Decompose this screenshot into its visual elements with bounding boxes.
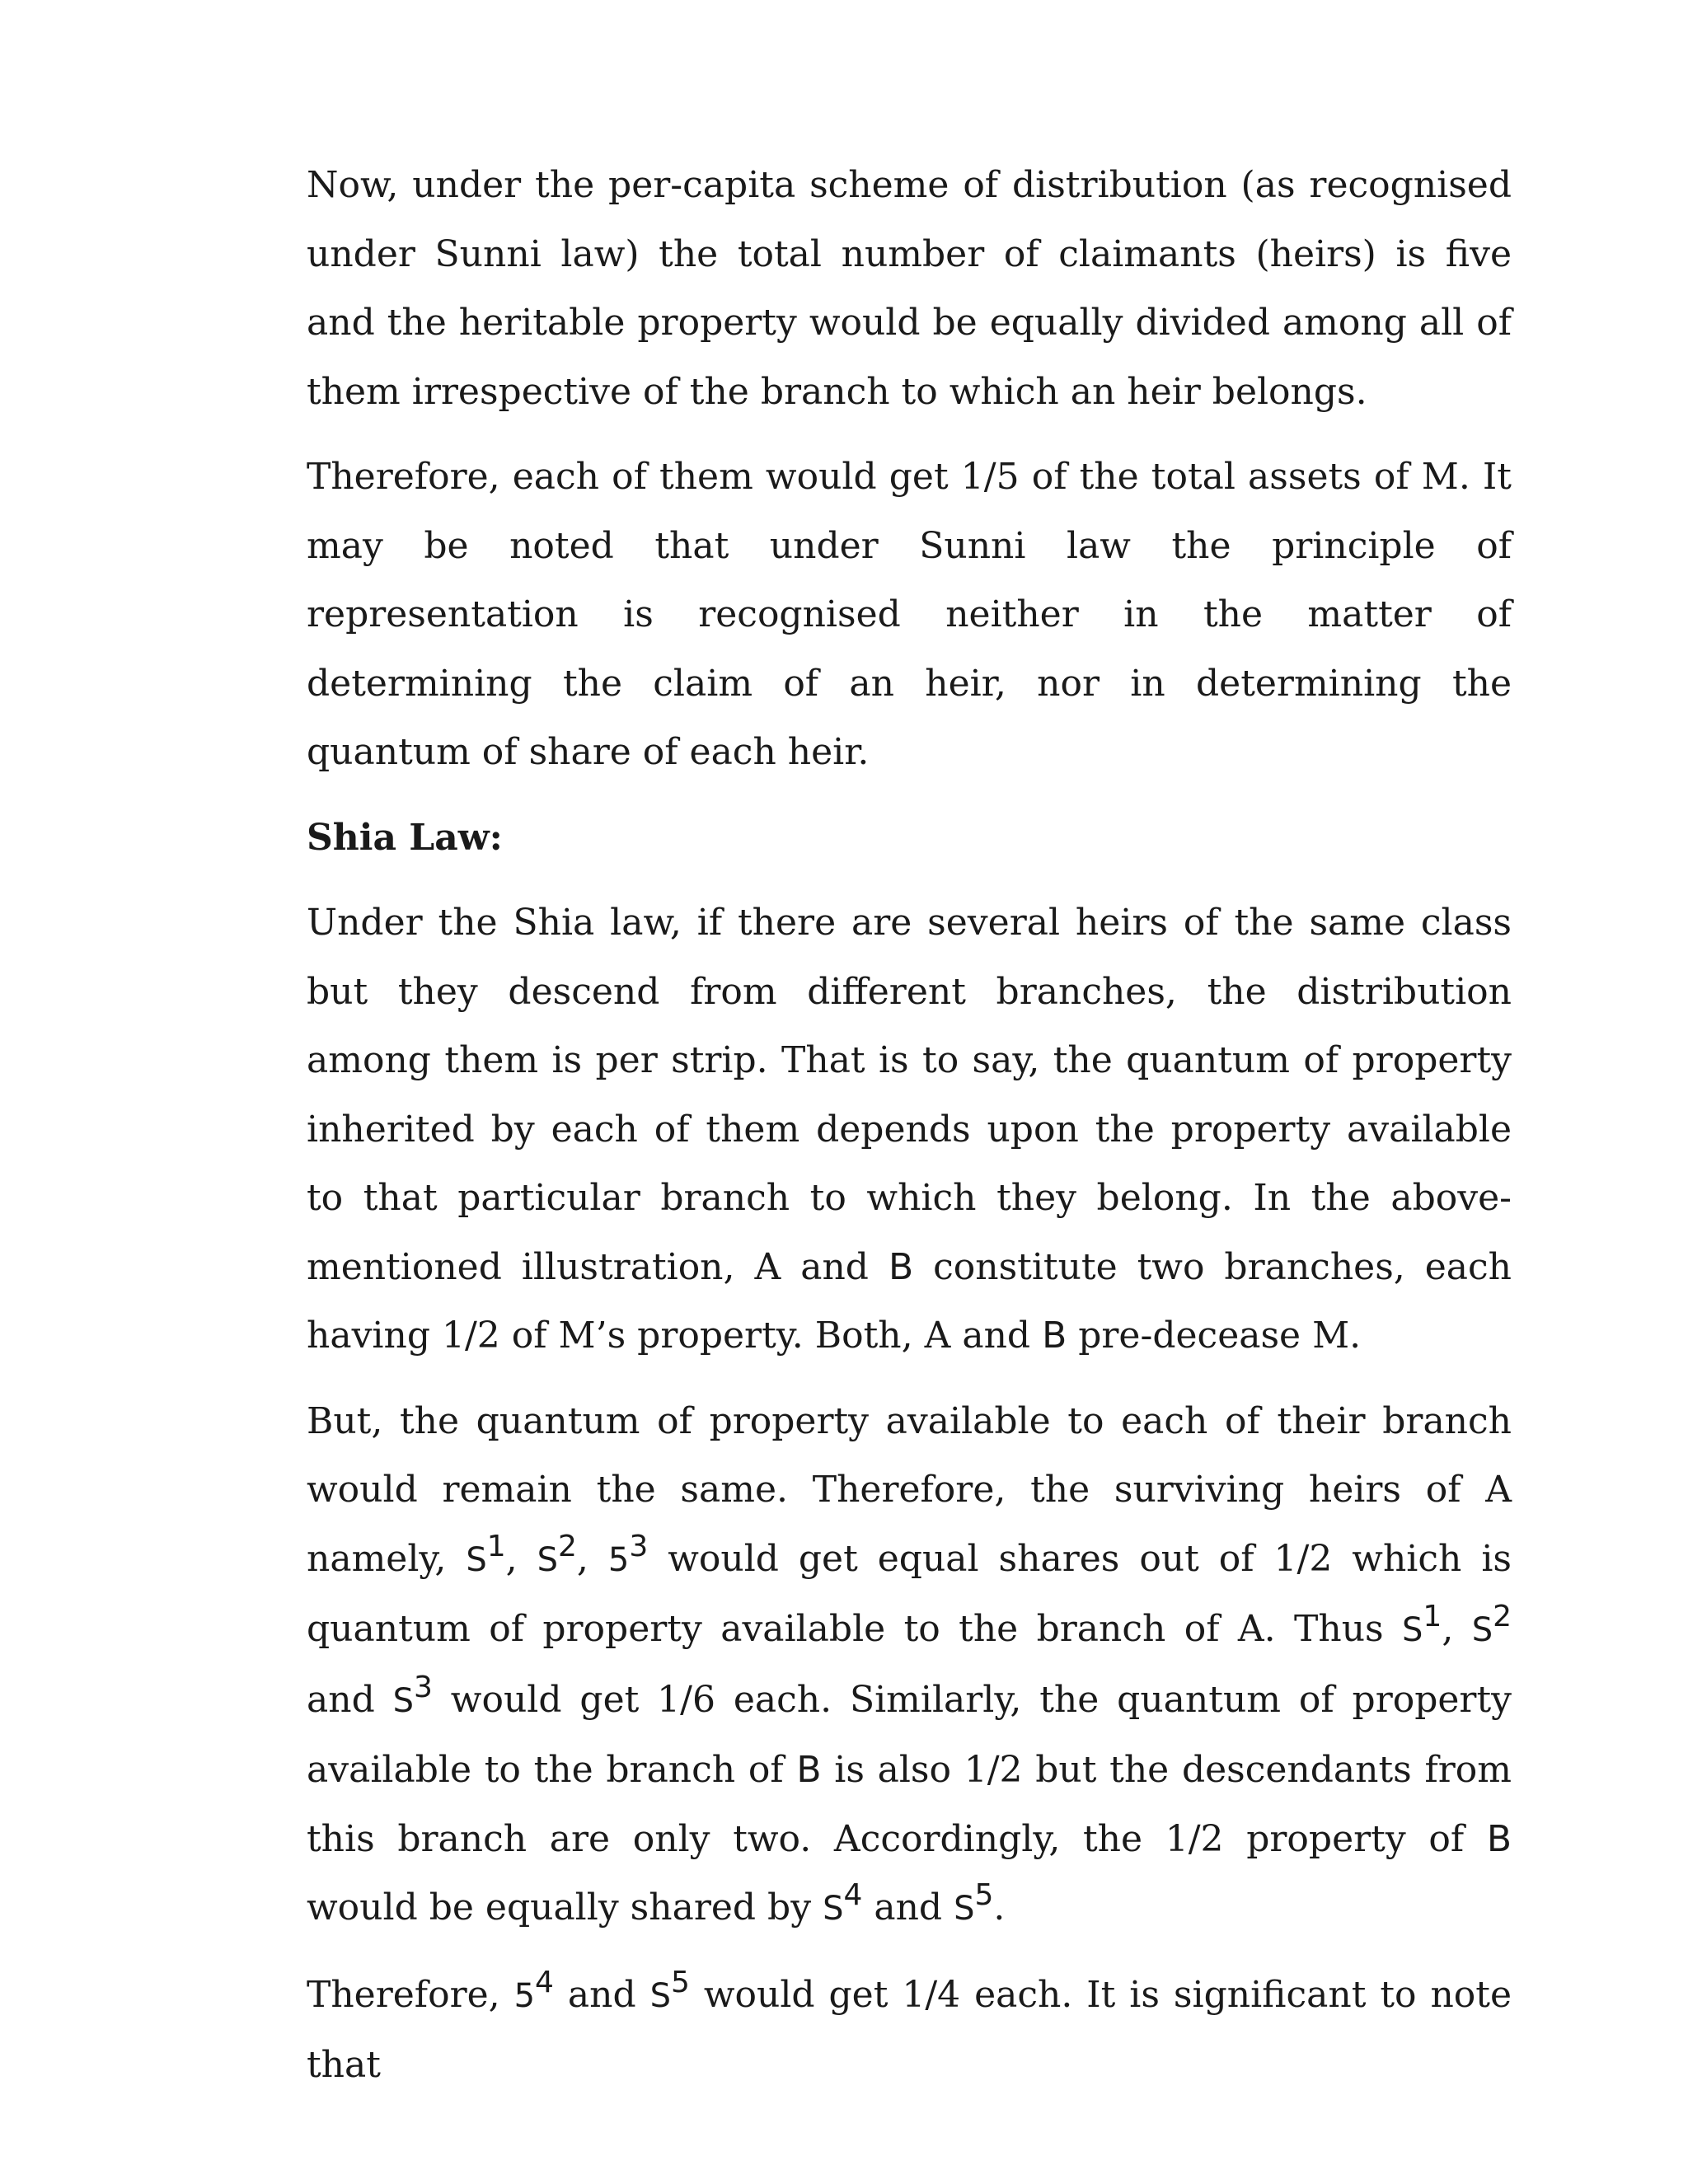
heir-label: S — [954, 1890, 975, 1928]
heir-label: 5 — [607, 1540, 630, 1579]
text-run: and — [862, 1886, 954, 1929]
text-run: would get 1/4 each. It is significant to note that — [307, 1973, 1512, 2086]
paragraph-sunni-share: Therefore, each of them would get 1/5 of the total assets of M. It may be noted that under Sunni law the principle of representation is recognised neither in the matter of determining the claim of an heir, nor in determining the quantum of share of each heir. — [307, 456, 1512, 773]
text-run: . — [993, 1886, 1006, 1929]
text-run: would get equal shares out of 1/2 which is quantum of property available to the branch of A. Thus — [307, 1537, 1512, 1650]
heir-index: 1 — [1423, 1600, 1442, 1633]
heir-label: S — [823, 1890, 844, 1928]
heir-label: S — [466, 1540, 487, 1579]
text-run: , — [1442, 1608, 1472, 1650]
text-run: Therefore, — [307, 1973, 514, 2016]
text-run: But, the quantum of property available to each of their branch would remain the same. Therefore, the surviving heirs of A namely, — [307, 1399, 1512, 1580]
paragraph-branch-shares — [307, 1387, 1512, 1944]
branch-label-b: B — [1486, 1817, 1512, 1860]
section-heading-shia-law: Shia Law: — [307, 816, 503, 859]
heir-index: 5 — [974, 1878, 994, 1912]
heir-label: S — [392, 1681, 415, 1720]
branch-label-b: B — [888, 1245, 914, 1288]
heir-label: 5 — [513, 1976, 536, 2015]
paragraph-sunni-distribution: Now, under the per-capita scheme of distribution (as recognised under Sunni law) the total number of claimants (heirs) is five and the heritable property would be equally divided among all of them irrespective of the branch to which an heir belongs. — [307, 164, 1512, 413]
heir-label: S — [649, 1976, 671, 2015]
heir-index: 2 — [558, 1529, 577, 1563]
heir-index: 4 — [843, 1878, 863, 1912]
text-run: constitute two branches, each having 1/2 of M’s property. Both, A and — [307, 1245, 1512, 1357]
heir-index: 2 — [1493, 1600, 1512, 1633]
text-run: would be equally shared by — [307, 1886, 823, 1929]
paragraph-shia-per-strip — [307, 888, 1512, 1371]
heir-index: 4 — [535, 1965, 554, 1999]
text-run: and — [307, 1678, 393, 1721]
heir-index: 3 — [414, 1670, 433, 1704]
heir-index: 3 — [629, 1529, 649, 1563]
text-run: would get 1/6 each. Similarly, the quantum of property available to the branch of — [307, 1678, 1512, 1791]
branch-label-b: B — [796, 1749, 822, 1791]
text-run: and — [553, 1973, 650, 2016]
branch-label-b: B — [1042, 1315, 1067, 1357]
text-run: , — [505, 1537, 537, 1580]
text-run: , — [576, 1537, 608, 1580]
text-run: is also 1/2 but the descendants from this branch are only two. Accordingly, the 1/2 property of — [307, 1749, 1512, 1860]
document-page — [307, 151, 1512, 2116]
text-run: pre-decease M. — [1067, 1315, 1362, 1357]
heir-label: S — [1402, 1611, 1423, 1649]
text-run: Under the Shia law, if there are several heirs of the same class but they descend from different branches, the distribution among them is per strip. That is to say, the quantum of property inherited by each of them depends upon the property available to that particular branch to which they belong. In the above-mentioned illustration, A and — [307, 902, 1512, 1288]
heir-index: 1 — [486, 1529, 506, 1563]
heir-label: S — [537, 1540, 559, 1579]
heir-label: S — [1471, 1611, 1493, 1649]
heir-index: 5 — [670, 1965, 690, 1999]
paragraph-conclusion — [307, 1961, 1512, 2100]
